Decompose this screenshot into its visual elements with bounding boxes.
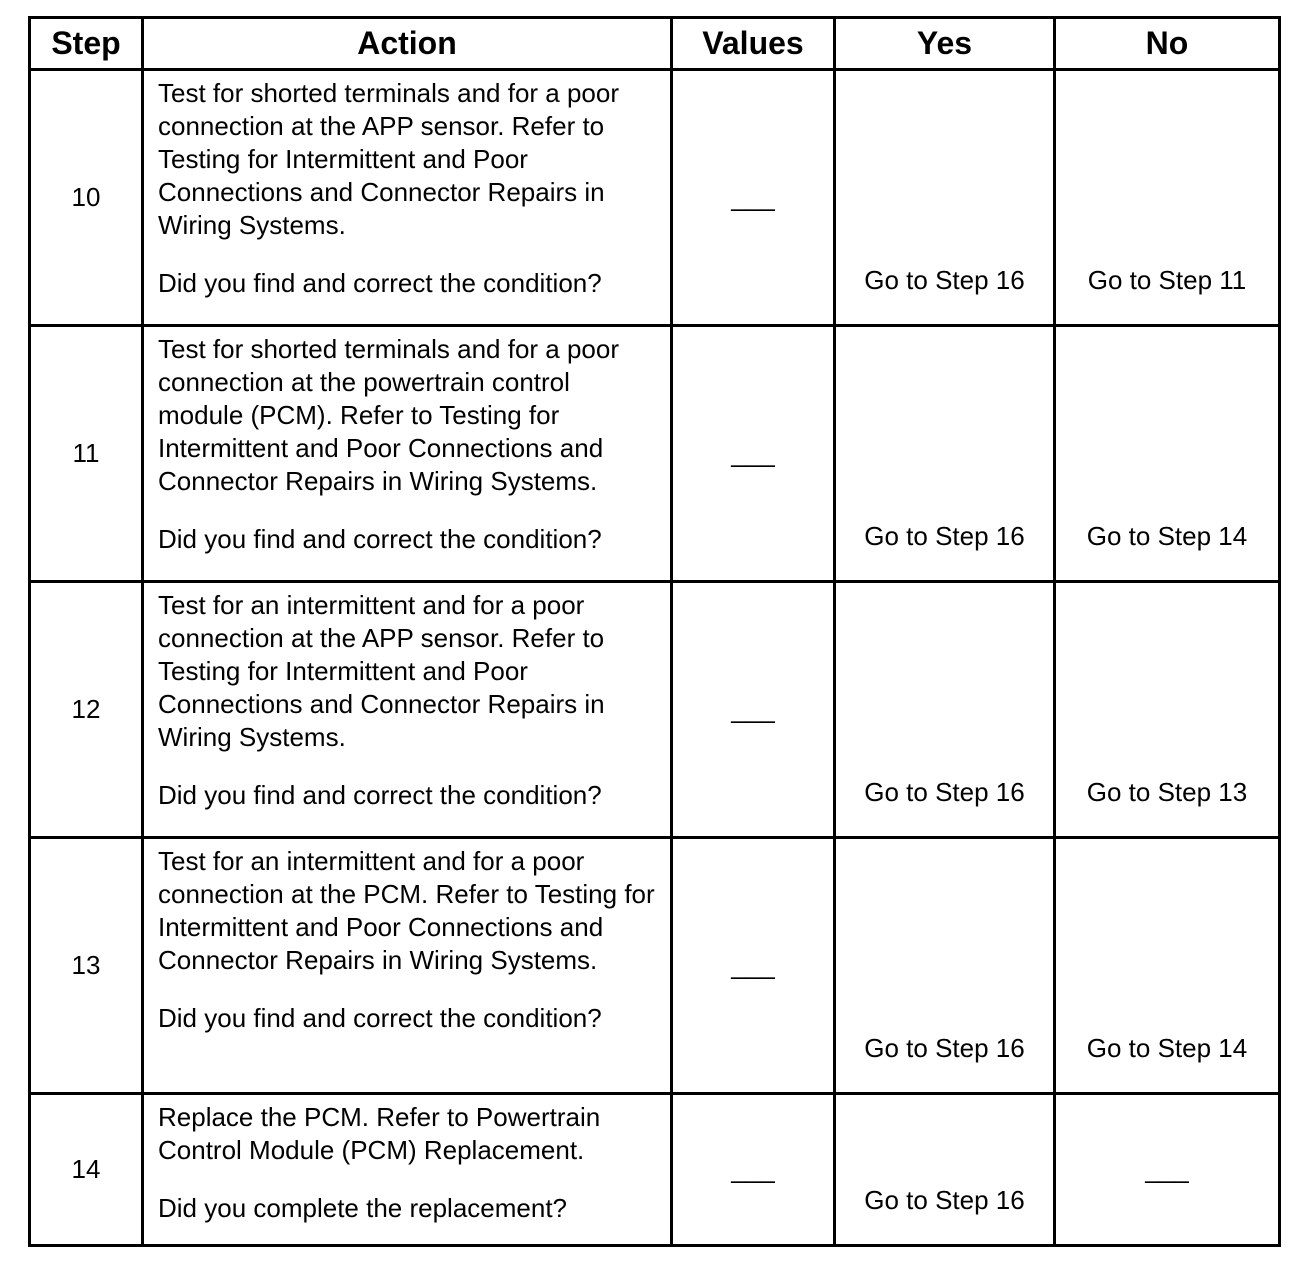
action-cell	[143, 326, 672, 582]
yes-cell: Go to Step 16	[835, 582, 1055, 838]
no-cell: Go to Step 14	[1055, 326, 1280, 582]
table-row	[30, 326, 1280, 582]
no-cell: Go to Step 13	[1055, 582, 1280, 838]
action-question: Did you find and correct the condition?	[158, 780, 602, 810]
step-number: 10	[30, 70, 143, 326]
yes-cell: Go to Step 16	[835, 70, 1055, 326]
action-instruction: Test for an intermittent and for a poor connection at the PCM. Refer to Testing for Intermittent and Poor Connections and Connector Repairs in Wiring Systems.	[158, 846, 655, 975]
step-number: 12	[30, 582, 143, 838]
header-yes: Yes	[835, 18, 1055, 70]
table-row	[30, 70, 1280, 326]
step-number: 14	[30, 1094, 143, 1246]
no-cell: Go to Step 11	[1055, 70, 1280, 326]
no-cell: ___	[1055, 1094, 1280, 1246]
table-row	[30, 1094, 1280, 1246]
header-no: No	[1055, 18, 1280, 70]
yes-cell: Go to Step 16	[835, 1094, 1055, 1246]
values-cell: ___	[672, 582, 835, 838]
values-cell: ___	[672, 838, 835, 1094]
action-cell	[143, 1094, 672, 1246]
action-instruction: Replace the PCM. Refer to Powertrain Control Module (PCM) Replacement.	[158, 1102, 601, 1165]
action-instruction: Test for an intermittent and for a poor connection at the APP sensor. Refer to Testing for Intermittent and Poor Connections and Connector Repairs in Wiring Systems.	[158, 590, 605, 752]
header-values: Values	[672, 18, 835, 70]
action-question: Did you find and correct the condition?	[158, 524, 602, 554]
values-cell: ___	[672, 1094, 835, 1246]
action-question: Did you complete the replacement?	[158, 1193, 568, 1223]
action-question: Did you find and correct the condition?	[158, 1003, 602, 1033]
action-instruction: Test for shorted terminals and for a poor connection at the powertrain control module (PCM). Refer to Testing for Intermittent and Poor Connections and Connector Repairs in Wiring Systems.	[158, 334, 620, 496]
step-number: 11	[30, 326, 143, 582]
header-step: Step	[30, 18, 143, 70]
yes-cell: Go to Step 16	[835, 326, 1055, 582]
step-number: 13	[30, 838, 143, 1094]
action-instruction: Test for shorted terminals and for a poor connection at the APP sensor. Refer to Testing for Intermittent and Poor Connections and Connector Repairs in Wiring Systems.	[158, 78, 620, 240]
yes-cell: Go to Step 16	[835, 838, 1055, 1094]
action-cell	[143, 838, 672, 1094]
table-row	[30, 582, 1280, 838]
header-row	[30, 18, 1280, 70]
no-cell: Go to Step 14	[1055, 838, 1280, 1094]
table-row	[30, 838, 1280, 1094]
action-cell	[143, 582, 672, 838]
action-cell	[143, 70, 672, 326]
values-cell: ___	[672, 326, 835, 582]
diagnostic-table	[28, 16, 1281, 1247]
action-question: Did you find and correct the condition?	[158, 268, 602, 298]
values-cell: ___	[672, 70, 835, 326]
header-action: Action	[143, 18, 672, 70]
